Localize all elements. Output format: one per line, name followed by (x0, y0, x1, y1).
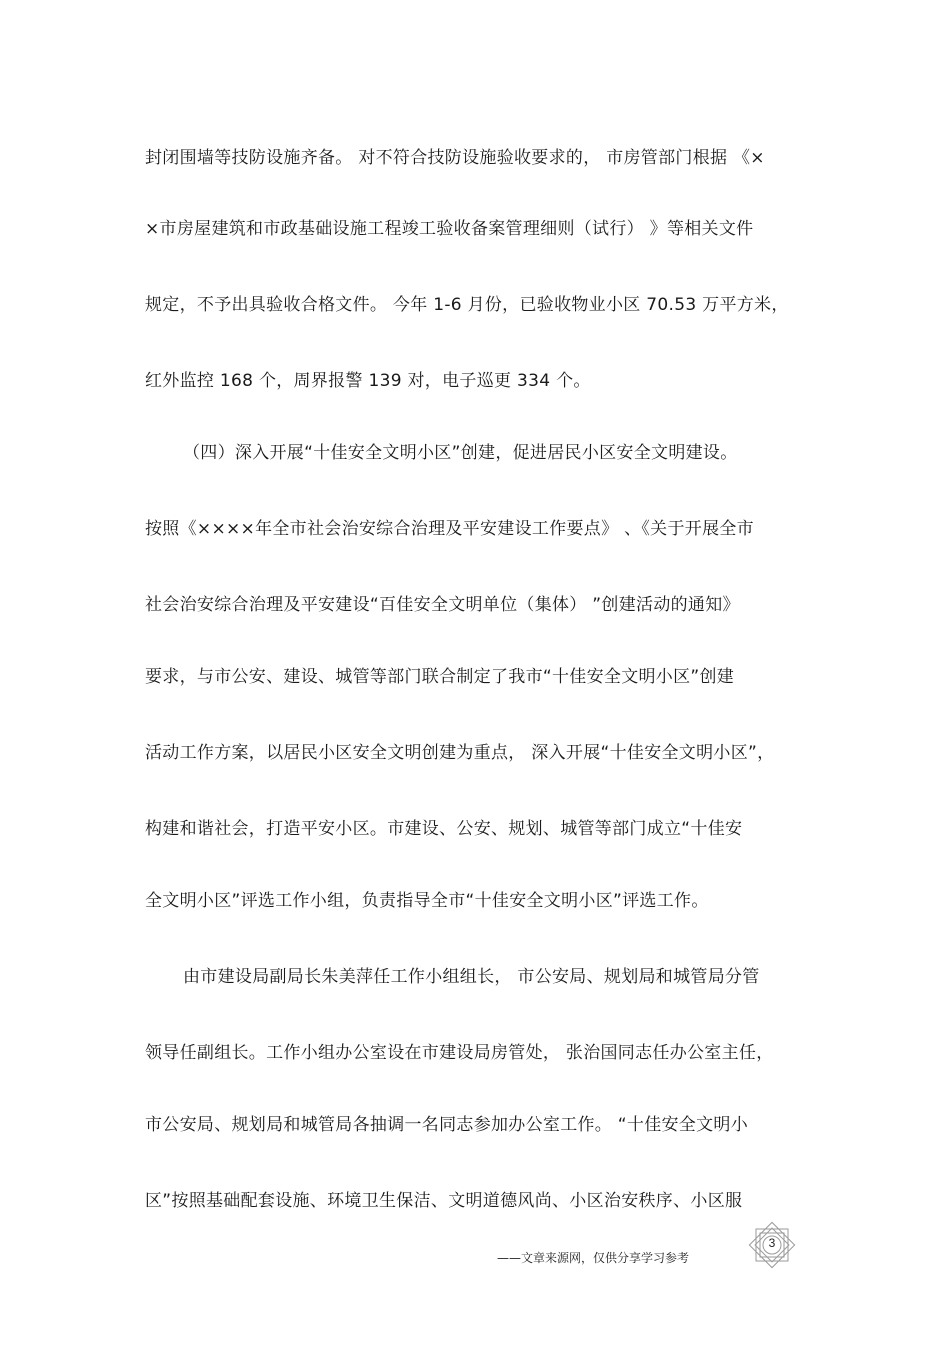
body-text-line: ×市房屋建筑和市政基础设施工程竣工验收备案管理细则（试行） 》等相关文件 (145, 219, 754, 239)
body-text-line: 要求，与市公安、建设、城管等部门联合制定了我市“十佳安全文明小区”创建 (145, 667, 735, 687)
body-text-line: 构建和谐社会，打造平安小区。市建设、公安、规划、城管等部门成立“十佳安 (145, 819, 743, 839)
body-text-line: 全文明小区”评选工作小组，负责指导全市“十佳安全文明小区”评选工作。 (145, 891, 709, 911)
body-text-line: 活动工作方案，以居民小区安全文明创建为重点， 深入开展“十佳安全文明小区”， (145, 743, 775, 763)
body-text-line: 按照《××××年全市社会治安综合治理及平安建设工作要点》 、《关于开展全市 (145, 519, 754, 539)
paragraph-start-line: 由市建设局副局长朱美萍任工作小组组长， 市公安局、规划局和城管局分管 (183, 967, 760, 987)
page-number: 3 (768, 1236, 776, 1250)
body-text-line: 规定，不予出具验收合格文件。 今年 1-6 月份，已验收物业小区 70.53 万平方米， (145, 295, 789, 315)
body-text-line: 红外监控 168 个，周界报警 139 对，电子巡更 334 个。 (145, 371, 591, 391)
body-text-line: 市公安局、规划局和城管局各抽调一名同志参加办公室工作。 “十佳安全文明小 (145, 1115, 749, 1135)
footer-source-note: ——文章来源网，仅供分享学习参考 (497, 1251, 690, 1265)
body-text-line: 封闭围墙等技防设施齐备。 对不符合技防设施验收要求的， 市房管部门根据 《× (145, 148, 765, 168)
body-text-line: 社会治安综合治理及平安建设“百佳安全文明单位（集体） ”创建活动的通知》 (145, 595, 740, 615)
body-text-line: 领导任副组长。工作小组办公室设在市建设局房管处， 张治国同志任办公室主任， (145, 1043, 774, 1063)
body-text-line: 区”按照基础配套设施、环境卫生保洁、文明道德风尚、小区治安秩序、小区服 (145, 1191, 743, 1211)
page-number-badge (748, 1221, 796, 1269)
section-heading-line: （四）深入开展“十佳安全文明小区”创建，促进居民小区安全文明建设。 (183, 443, 738, 463)
